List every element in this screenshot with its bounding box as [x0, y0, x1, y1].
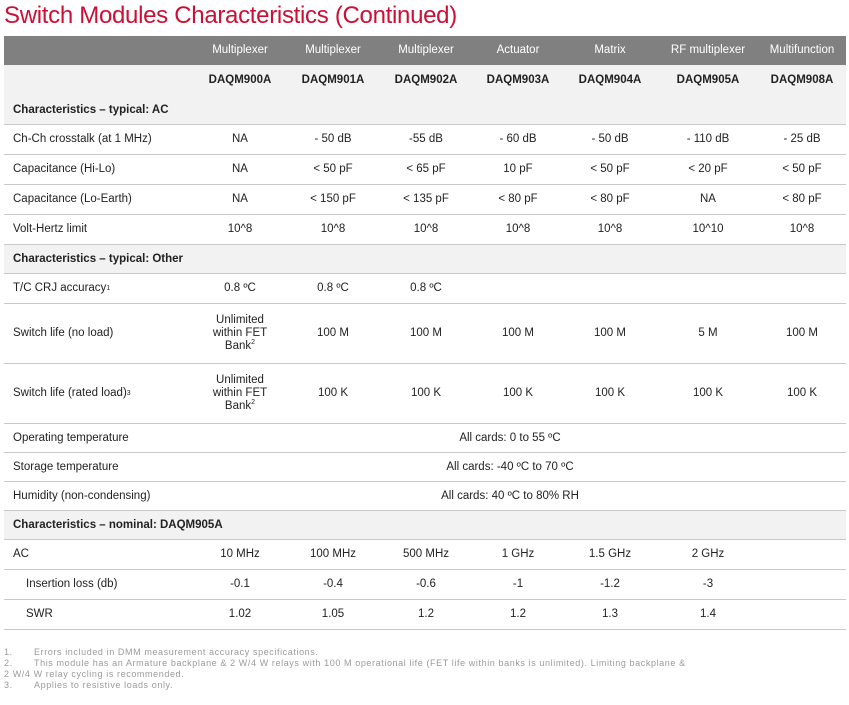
value-cell: 1.5 GHz	[588, 548, 632, 560]
value-cell	[472, 274, 564, 303]
value-cell: 0.8 ºC	[410, 282, 442, 294]
column-type: Multiplexer	[305, 44, 361, 56]
span-value: All cards: 0 to 55 ºC	[459, 431, 561, 444]
value-cell: 1.05	[321, 608, 345, 620]
section-title: Characteristics – typical: Other	[13, 252, 184, 265]
value-cell: < 80 pF	[498, 193, 538, 205]
section-ac	[4, 96, 846, 125]
row-label-text: Volt-Hertz limit	[13, 223, 88, 235]
value-cell: 1 GHz	[501, 548, 535, 560]
value-cell: 0.8 ºC	[317, 282, 349, 294]
row-label	[4, 424, 194, 452]
row-ac	[4, 540, 846, 570]
row-label-text: Storage temperature	[13, 460, 119, 473]
value-cell: - 25 dB	[783, 133, 821, 145]
row-crosstalk	[4, 125, 846, 155]
value-cell: - 50 dB	[314, 133, 352, 145]
row-label-text: SWR	[26, 608, 53, 620]
row-label	[4, 482, 194, 510]
row-label-text: Switch life (rated load)	[13, 387, 127, 399]
row-label-text: Capacitance (Lo-Earth)	[13, 193, 132, 205]
multiline-value	[213, 374, 267, 413]
row-label-text: Insertion loss (db)	[26, 578, 118, 590]
row-label-text: T/C CRJ accuracy	[13, 282, 107, 294]
row-label-text: Operating temperature	[13, 431, 129, 444]
footnote-text: Errors included in DMM measurement accuracy specifications.	[34, 647, 319, 657]
multiline-value	[213, 314, 267, 353]
value-cell: 1.2	[510, 608, 526, 620]
value-cell: 100 K	[317, 387, 349, 399]
footnote-line	[4, 647, 319, 657]
value-cell	[194, 364, 286, 423]
value-cell: < 80 pF	[782, 193, 822, 205]
value-cell: 10^10	[692, 223, 724, 235]
value-cell: 100 K	[594, 387, 626, 399]
row-swr	[4, 600, 846, 630]
column-type: Multiplexer	[212, 44, 268, 56]
footnote-marker: 2	[251, 339, 256, 347]
value-cell: -1.2	[600, 578, 620, 590]
value-cell: 100 K	[692, 387, 724, 399]
row-life-rated	[4, 364, 846, 424]
value-cell: -0.6	[416, 578, 436, 590]
value-cell: 1.02	[228, 608, 252, 620]
value-cell: < 20 pF	[688, 163, 728, 175]
value-cell: 1.2	[418, 608, 434, 620]
section-nominal	[4, 511, 846, 540]
row-volt-hertz	[4, 215, 846, 245]
value-line	[213, 374, 267, 387]
value-line	[213, 340, 267, 353]
row-label	[4, 540, 194, 569]
footnote-text: Applies to resistive loads only.	[34, 680, 174, 690]
value-line	[213, 314, 267, 327]
column-model: DAQM903A	[486, 74, 550, 86]
value-cell: -1	[512, 578, 524, 590]
footnote-text: This module has an Armature backplane & 2 W/4 W relays with 100 M operational life (FET life within banks is unlimited). Limiting backplane &	[34, 658, 686, 668]
column-type: Matrix	[594, 44, 626, 56]
value-cell: 10^8	[227, 223, 253, 235]
row-label	[4, 215, 194, 244]
value-cell: NA	[232, 193, 248, 205]
row-label	[4, 570, 194, 599]
column-type: Actuator	[496, 44, 540, 56]
value-cell: -0.4	[323, 578, 343, 590]
footnote-line	[4, 669, 184, 679]
row-label: Switch life (rated load) 3	[13, 387, 131, 399]
row-label	[4, 125, 194, 154]
value-cell	[564, 274, 656, 303]
row-label	[4, 453, 194, 481]
value-cell: 10^8	[597, 223, 623, 235]
value-cell: -3	[702, 578, 714, 590]
footnote-line	[4, 680, 173, 690]
value-cell: 5 M	[698, 327, 718, 339]
column-type: Multiplexer	[398, 44, 454, 56]
header-model-row	[4, 65, 846, 96]
row-cap-hilo	[4, 155, 846, 185]
row-cap-loearth	[4, 185, 846, 215]
column-model: DAQM905A	[676, 74, 740, 86]
row-label	[4, 600, 194, 629]
value-cell: 100 K	[502, 387, 534, 399]
value-cell: < 135 pF	[403, 193, 449, 205]
value-cell: 1.3	[602, 608, 618, 620]
span-value: All cards: -40 ºC to 70 ºC	[446, 460, 574, 473]
section-title: Characteristics – nominal: DAQM905A	[13, 518, 223, 531]
footnote-number: 2.	[4, 658, 13, 668]
value-cell	[662, 274, 754, 303]
value-cell: 100 M	[502, 327, 534, 339]
value-line-text: within FET	[212, 387, 268, 399]
value-cell: 2 GHz	[691, 548, 725, 560]
value-cell: < 65 pF	[406, 163, 446, 175]
value-cell: NA	[232, 133, 248, 145]
value-line-text: within FET	[212, 327, 268, 339]
value-cell	[756, 540, 848, 569]
value-line-text: Bank	[224, 340, 252, 352]
value-cell: < 50 pF	[590, 163, 630, 175]
value-cell: - 60 dB	[499, 133, 537, 145]
span-value: All cards: 40 ºC to 80% RH	[441, 489, 579, 502]
value-line-text: Bank	[224, 400, 252, 412]
value-line-text: Unlimited	[216, 314, 264, 326]
row-life-noload	[4, 304, 846, 364]
column-type: RF multiplexer	[670, 44, 746, 56]
value-cell	[756, 570, 848, 599]
row-insertion-loss	[4, 570, 846, 600]
row-label	[4, 155, 194, 184]
row-humidity	[4, 482, 846, 511]
row-label	[4, 185, 194, 214]
value-cell: - 110 dB	[686, 133, 730, 145]
value-cell: 100 MHz	[309, 548, 357, 560]
value-cell: 10^8	[789, 223, 815, 235]
value-cell	[756, 600, 848, 629]
value-cell: NA	[232, 163, 248, 175]
column-model: DAQM901A	[301, 74, 365, 86]
value-cell: 100 M	[410, 327, 442, 339]
row-label-text: AC	[13, 548, 29, 560]
row-label-text: Ch-Ch crosstalk (at 1 MHz)	[13, 133, 152, 145]
value-cell: 10 MHz	[220, 548, 260, 560]
value-cell: 10^8	[320, 223, 346, 235]
footnote-number: 3.	[4, 680, 13, 690]
row-label-text: Humidity (non-condensing)	[13, 489, 151, 502]
value-cell: 500 MHz	[402, 548, 450, 560]
column-model: DAQM908A	[770, 74, 834, 86]
value-line-text: Unlimited	[216, 374, 264, 386]
row-label: T/C CRJ accuracy 1	[13, 282, 111, 294]
section-title: Characteristics – typical: AC	[13, 103, 169, 116]
column-model: DAQM904A	[578, 74, 642, 86]
page-title: Switch Modules Characteristics (Continued)	[4, 2, 457, 29]
value-line	[213, 327, 267, 340]
footnote-number: 1.	[4, 647, 13, 657]
value-cell: < 50 pF	[313, 163, 353, 175]
value-cell: -0.1	[230, 578, 250, 590]
value-cell: 100 K	[410, 387, 442, 399]
footnote-marker: 2	[251, 399, 256, 407]
value-cell: - 50 dB	[591, 133, 629, 145]
value-cell: 100 M	[786, 327, 818, 339]
row-label-text: Switch life (no load)	[13, 327, 114, 339]
column-model: DAQM902A	[394, 74, 458, 86]
header-type-row	[4, 36, 846, 65]
value-cell: < 50 pF	[782, 163, 822, 175]
column-type: Multifunction	[769, 44, 835, 56]
value-cell: < 80 pF	[590, 193, 630, 205]
row-label-text: Capacitance (Hi-Lo)	[13, 163, 116, 175]
footnote-text: 2 W/4 W relay cycling is recommended.	[4, 669, 185, 679]
value-cell	[756, 274, 848, 303]
value-cell: 10^8	[505, 223, 531, 235]
value-cell: NA	[700, 193, 716, 205]
value-cell: 1.4	[700, 608, 716, 620]
section-other	[4, 245, 846, 274]
row-tc-crj	[4, 274, 846, 304]
value-cell: 10 pF	[503, 163, 533, 175]
value-cell: < 150 pF	[310, 193, 356, 205]
value-cell: -55 dB	[409, 133, 443, 145]
value-cell	[194, 304, 286, 363]
column-model: DAQM900A	[208, 74, 272, 86]
value-line	[213, 400, 267, 413]
value-cell: 100 M	[594, 327, 626, 339]
row-label	[4, 304, 194, 363]
value-cell: 100 M	[317, 327, 349, 339]
row-storage-temp	[4, 453, 846, 482]
footnote-line	[4, 658, 686, 668]
value-line	[213, 387, 267, 400]
value-cell: 100 K	[786, 387, 818, 399]
row-operating-temp	[4, 424, 846, 453]
value-cell: 0.8 ºC	[224, 282, 256, 294]
value-cell: 10^8	[413, 223, 439, 235]
